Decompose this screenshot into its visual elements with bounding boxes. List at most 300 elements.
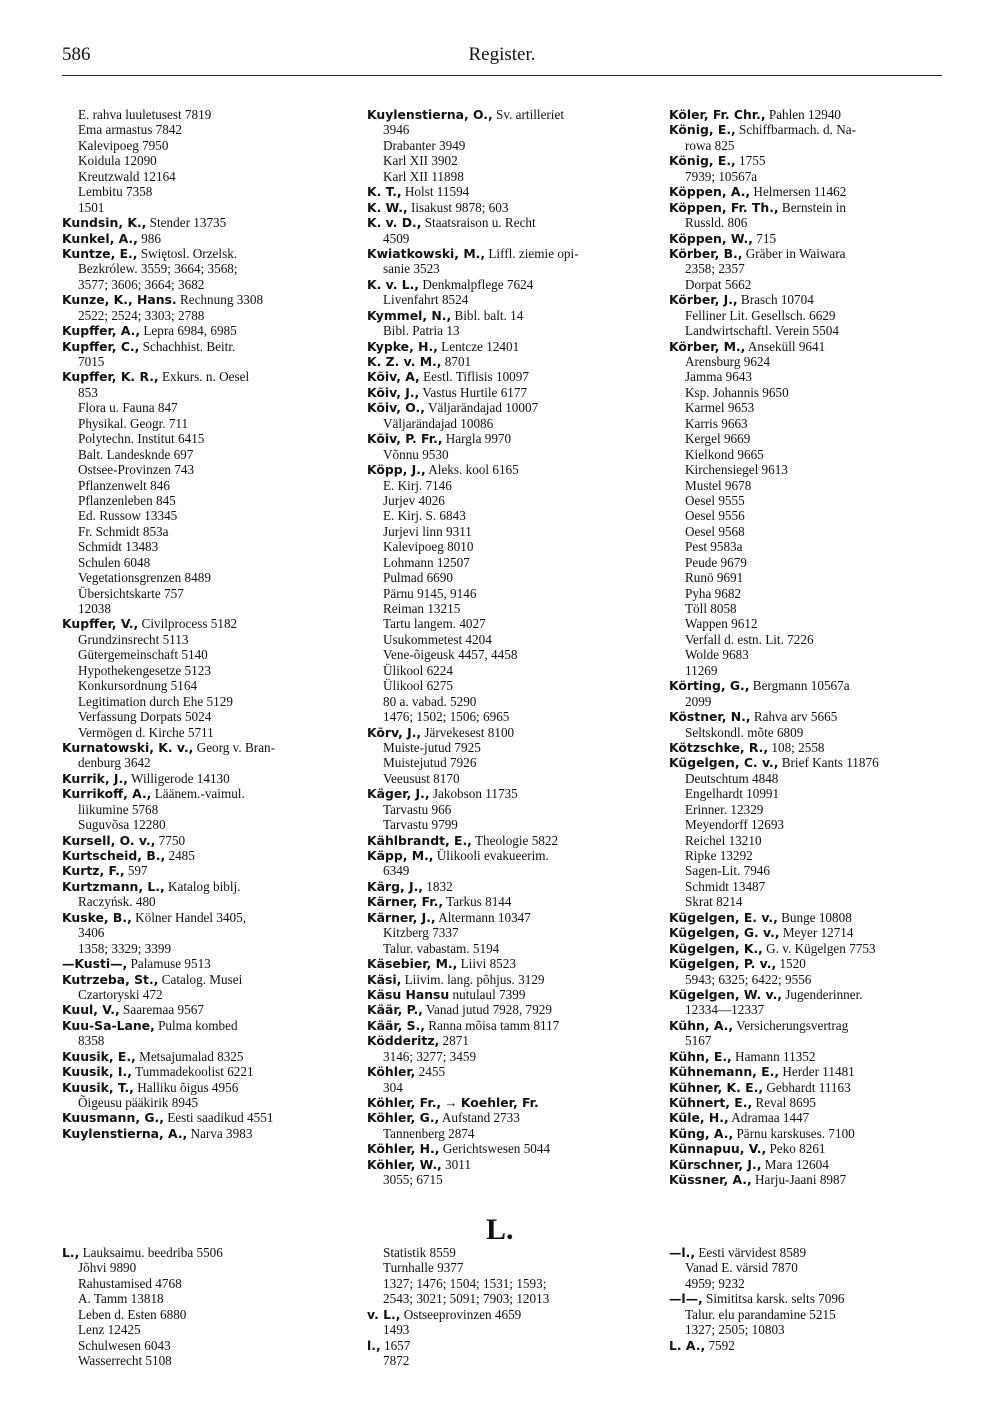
index-subentry (669, 647, 945, 662)
entry-text: Altermann 10347 (435, 909, 531, 925)
index-subentry (62, 586, 342, 601)
entry-text: Seltskondl. mõte 6809 (685, 724, 804, 740)
index-subentry (669, 447, 945, 462)
entry-text: Vanad E. värsid 7870 (685, 1260, 798, 1276)
entry-text: A. Tamm 13818 (78, 1291, 164, 1307)
entry-author: Körber, B., (669, 245, 743, 261)
index-subentry (62, 400, 342, 415)
entry-author: Kühner, K. E., (669, 1079, 764, 1095)
entry-text: Staatsraison u. Recht (421, 215, 536, 231)
entry-text: Meyer 12714 (779, 925, 854, 941)
index-entry (367, 277, 647, 292)
entry-author: Köhler, Fr., (367, 1095, 442, 1110)
entry-author: Kügelgen, W. v., (669, 986, 782, 1002)
entry-author: —Kusti—, (62, 956, 128, 972)
entry-author: L., (62, 1245, 80, 1260)
index-entry (367, 215, 647, 230)
entry-text: 1358; 3329; 3399 (78, 940, 172, 956)
index-subentry (367, 586, 647, 601)
index-subentry (62, 925, 342, 940)
entry-text: 986 (137, 230, 161, 246)
index-subentry (62, 755, 342, 770)
index-subentry (669, 369, 945, 384)
entry-author: Kupffer, K. R., (62, 369, 159, 385)
entry-text: Ostsee-Provinzen 743 (78, 462, 195, 478)
index-entry (669, 941, 945, 956)
entry-text: Rahustamised 4768 (78, 1275, 182, 1291)
entry-author: Kuusmann, G., (62, 1110, 164, 1126)
entry-text: Peko 8261 (766, 1141, 826, 1157)
index-subentry (367, 1172, 647, 1187)
entry-text: Bernstein in (778, 199, 847, 215)
entry-text: Pulmad 6690 (383, 570, 453, 586)
entry-author: Köppen, A., (669, 184, 751, 200)
entry-author: Käsu Hansu (367, 986, 450, 1002)
index-entry (367, 848, 647, 863)
index-entry (367, 246, 647, 261)
index-subentry (62, 447, 342, 462)
index-entry (62, 246, 342, 261)
entry-text: Brasch 10704 (737, 292, 814, 308)
entry-text: Schachhist. Beitr. (139, 338, 236, 354)
entry-text: 1327; 2505; 10803 (685, 1322, 785, 1338)
index-entry (367, 431, 647, 446)
index-subentry (62, 941, 342, 956)
entry-text: 5943; 6325; 6422; 9556 (685, 971, 812, 987)
entry-text: Pflanzenwelt 846 (78, 477, 170, 493)
entry-text: 304 (383, 1079, 403, 1095)
entry-text: Denkmalpflege 7624 (419, 276, 534, 292)
entry-text: Jamma 9643 (685, 369, 753, 385)
index-entry (367, 385, 647, 400)
index-entry (669, 184, 945, 199)
index-entry (62, 1245, 342, 1260)
entry-author: Kõrv, J., (367, 724, 422, 740)
index-subentry (62, 138, 342, 153)
entry-author: Köstner, N., (669, 709, 751, 725)
index-entry (367, 1018, 647, 1033)
index-subentry (367, 138, 647, 153)
entry-text: Raczyńsk. 480 (78, 894, 156, 910)
index-subentry (367, 678, 647, 693)
entry-text: 2522; 2524; 3303; 2788 (78, 307, 205, 323)
index-subentry (367, 508, 647, 523)
index-entry (62, 339, 342, 354)
index-subentry (367, 261, 647, 276)
index-entry (367, 107, 647, 122)
index-entry (669, 910, 945, 925)
index-entry (62, 292, 342, 307)
index-entry (367, 987, 647, 1002)
index-entry (669, 678, 945, 693)
entry-text: Übersichtskarte 757 (78, 585, 184, 601)
index-subentry (62, 632, 342, 647)
index-entry (669, 1157, 945, 1172)
index-subentry (669, 663, 945, 678)
entry-text: Karmel 9653 (685, 400, 755, 416)
entry-text: Schmidt 13483 (78, 539, 159, 555)
index-subentry (62, 169, 342, 184)
entry-text: 3055; 6715 (383, 1172, 443, 1188)
entry-text: Tarvastu 966 (383, 801, 452, 817)
entry-text: Gütergemeinschaft 5140 (78, 647, 208, 663)
entry-text: Liffl. ziemie opi- (485, 245, 579, 261)
entry-text: Ksp. Johannis 9650 (685, 384, 789, 400)
index-subentry (669, 1033, 945, 1048)
index-subentry (62, 431, 342, 446)
index-entry (669, 1080, 945, 1095)
index-subentry (62, 1276, 342, 1291)
entry-text: Hargla 9970 (442, 431, 512, 447)
entry-author: Kursell, O. v., (62, 832, 156, 848)
entry-author: Käger, J., (367, 786, 430, 802)
index-column-2 (367, 107, 647, 1188)
entry-text: Vene-õigeusk 4457, 4458 (383, 647, 518, 663)
index-entry (367, 1338, 647, 1353)
entry-text: 1493 (383, 1322, 410, 1338)
entry-text: 80 a. vabad. 5290 (383, 693, 477, 709)
index-entry (367, 1307, 647, 1322)
entry-text: Järvekesest 8100 (421, 724, 515, 740)
entry-text: Vanad jutud 7928, 7929 (422, 1002, 552, 1018)
index-subentry (669, 323, 945, 338)
index-subentry (669, 539, 945, 554)
index-entry (669, 1064, 945, 1079)
index-subentry (367, 709, 647, 724)
index-entry (62, 833, 342, 848)
entry-text: Runö 9691 (685, 570, 744, 586)
entry-text: Tarkus 8144 (443, 894, 512, 910)
index-subentry (367, 169, 647, 184)
entry-text: Pyha 9682 (685, 585, 742, 601)
entry-text: Palamuse 9513 (127, 956, 211, 972)
index-subentry (62, 478, 342, 493)
entry-author: Körber, M., (669, 338, 746, 354)
entry-text: Willigerode 14130 (127, 770, 230, 786)
index-subentry (62, 817, 342, 832)
entry-text: Ülikooli evakueerim. (433, 848, 549, 863)
entry-text: 2485 (165, 848, 195, 863)
index-subentry (669, 1002, 945, 1017)
entry-text: Bezkrólew. 3559; 3664; 3568; (78, 261, 238, 277)
entry-text: Pulma kombed (154, 1017, 238, 1033)
entry-author: Kuusik, T., (62, 1079, 134, 1095)
index-entry (367, 354, 647, 369)
entry-text: Bergmann 10567a (749, 678, 850, 694)
entry-author: K. T., (367, 184, 402, 200)
entry-text: 12334—12337 (685, 1002, 765, 1018)
entry-author: Kwiatkowski, M., (367, 245, 486, 261)
entry-text: Tartu langem. 4027 (383, 616, 486, 632)
entry-text: Dorpat 5662 (685, 276, 752, 292)
index-subentry (62, 694, 342, 709)
entry-author: König, E., (669, 153, 736, 169)
entry-text: Narva 3983 (187, 1125, 253, 1141)
entry-author: Kügelgen, K., (669, 940, 763, 956)
index-subentry (669, 586, 945, 601)
index-entry (367, 833, 647, 848)
entry-author: Kurrik, J., (62, 770, 128, 786)
index-entry (367, 1095, 647, 1110)
entry-text: Jõhvi 9890 (78, 1260, 137, 1276)
index-entry (367, 400, 647, 415)
entry-author: Kürschner, J., (669, 1156, 762, 1172)
index-subentry (367, 1260, 647, 1275)
index-subentry (669, 385, 945, 400)
entry-text: 2358; 2357 (685, 261, 745, 277)
entry-text: Eesti värvidest 8589 (695, 1245, 807, 1260)
index-subentry (62, 416, 342, 431)
entry-text: Pest 9583a (685, 539, 743, 555)
index-entry (62, 786, 342, 801)
entry-text: Ülikool 6224 (383, 662, 453, 678)
entry-text: Oesel 9568 (685, 523, 745, 539)
index-column-1 (62, 107, 342, 1141)
index-entry (62, 369, 342, 384)
entry-text: Mustel 9678 (685, 477, 752, 493)
entry-text: 1755 (735, 153, 766, 169)
entry-text: 7939; 10567a (685, 168, 758, 184)
index-subentry (367, 122, 647, 137)
index-column-l-1 (62, 1245, 342, 1369)
index-subentry (62, 1307, 342, 1322)
index-entry (367, 184, 647, 199)
entry-text: Verfall d. estn. Lit. 7226 (685, 631, 814, 647)
entry-author: Künnapuu, V., (669, 1141, 767, 1157)
index-subentry (62, 122, 342, 137)
index-subentry (367, 771, 647, 786)
entry-author: Kõiv, P. Fr., (367, 431, 443, 447)
index-subentry (62, 1353, 342, 1368)
entry-author: Kundsin, K., (62, 215, 147, 231)
index-subentry (367, 1245, 647, 1260)
entry-text: Sv. artilleriet (492, 107, 564, 122)
entry-author: Körber, J., (669, 292, 738, 308)
entry-text: 8701 (441, 354, 472, 369)
entry-text: Gräber in Waiwara (742, 245, 846, 261)
index-subentry (62, 678, 342, 693)
entry-author: Kügelgen, C. v., (669, 755, 779, 771)
index-subentry (367, 292, 647, 307)
index-entry (669, 122, 945, 137)
index-subentry (62, 107, 342, 122)
entry-text: Statistik 8559 (383, 1245, 456, 1260)
entry-text: Skrat 8214 (685, 894, 743, 910)
entry-text: Bibl. Patria 13 (383, 323, 460, 339)
entry-text: Kielkond 9665 (685, 446, 764, 462)
entry-text: Mara 12604 (761, 1156, 829, 1172)
entry-text: 1520 (776, 956, 806, 972)
entry-text: Oesel 9556 (685, 508, 745, 524)
entry-text: Lenz 12425 (78, 1322, 141, 1338)
entry-text: Saaremaa 9567 (119, 1002, 204, 1018)
index-entry (367, 956, 647, 971)
entry-text: Tummadekoolist 6221 (131, 1064, 254, 1080)
entry-text: 1657 (380, 1337, 411, 1353)
index-entry (669, 1245, 945, 1260)
entry-text: 1476; 1502; 1506; 6965 (383, 709, 510, 725)
index-subentry (62, 1260, 342, 1275)
entry-text: Flora u. Fauna 847 (78, 400, 178, 416)
entry-text: Metsajumalad 8325 (135, 1048, 244, 1064)
entry-author: Kurrikoff, A., (62, 786, 152, 802)
index-entry (367, 1002, 647, 1017)
index-subentry (367, 416, 647, 431)
entry-text: G. v. Kügelgen 7753 (762, 940, 876, 956)
entry-text: Ema armastus 7842 (78, 122, 183, 138)
index-subentry (62, 153, 342, 168)
entry-text: Polytechn. Institut 6415 (78, 431, 205, 447)
header-rule (62, 75, 942, 76)
entry-text: 3946 (383, 122, 410, 138)
index-subentry (367, 632, 647, 647)
entry-text: Catalog. Musei (158, 971, 243, 987)
entry-author: Kühnert, E., (669, 1095, 753, 1110)
entry-author: K. v. D., (367, 215, 422, 231)
entry-author: Kunkel, A., (62, 230, 138, 246)
index-subentry (62, 1033, 342, 1048)
entry-text: 1832 (423, 878, 453, 894)
entry-text: Bunge 10808 (777, 909, 852, 925)
entry-author: Köhler, H., (367, 1141, 440, 1157)
index-entry (62, 1064, 342, 1079)
entry-text: Rechnung 3308 (176, 292, 264, 308)
entry-text: Karl XII 3902 (383, 153, 458, 169)
entry-text: Lepra 6984, 6985 (140, 323, 237, 339)
index-subentry (62, 1322, 342, 1337)
index-subentry (62, 200, 342, 215)
index-entry (62, 1080, 342, 1095)
entry-text: Eesti saadikud 4551 (163, 1110, 274, 1126)
index-subentry (62, 601, 342, 616)
index-subentry (669, 786, 945, 801)
index-subentry (367, 663, 647, 678)
index-entry (669, 755, 945, 770)
entry-author: Köpp, J., (367, 462, 426, 478)
entry-text: Civilprocess 5182 (138, 616, 238, 632)
entry-author: Ködderitz, (367, 1033, 440, 1049)
entry-text: Konkursordnung 5164 (78, 678, 198, 694)
index-subentry (62, 385, 342, 400)
index-subentry (62, 555, 342, 570)
index-subentry (669, 863, 945, 878)
index-entry (62, 1018, 342, 1033)
entry-author: Körting, G., (669, 678, 750, 694)
index-entry (367, 1033, 647, 1048)
entry-author: Köhler, G., (367, 1110, 440, 1126)
entry-text: 715 (752, 230, 777, 246)
entry-text: Lohmann 12507 (383, 554, 470, 570)
index-subentry (62, 987, 342, 1002)
entry-author: Köhler, (367, 1064, 416, 1080)
entry-text: Eestl. Tiflisis 10097 (419, 369, 529, 385)
index-subentry (367, 1353, 647, 1368)
entry-crossref: Koehler, Fr. (460, 1095, 539, 1110)
entry-text: Ed. Russow 13345 (78, 508, 178, 524)
index-entry (62, 616, 342, 631)
index-subentry (669, 632, 945, 647)
entry-author: Köppen, W., (669, 230, 753, 246)
entry-text: Lauksaimu. beedriba 5506 (79, 1245, 223, 1260)
entry-text: Holst 11594 (401, 184, 470, 200)
entry-text: Czartoryski 472 (78, 986, 163, 1002)
entry-text: Stender 13735 (146, 215, 227, 231)
entry-text: Versicherungsvertrag (733, 1017, 849, 1033)
index-entry (669, 1110, 945, 1125)
entry-text: Livenfahrt 8524 (383, 292, 469, 308)
index-entry (669, 107, 945, 122)
entry-author: Kärner, J., (367, 909, 436, 925)
index-subentry (669, 802, 945, 817)
entry-text: 6349 (383, 863, 410, 879)
entry-author: Kühn, E., (669, 1048, 732, 1064)
entry-text: Hamann 11352 (731, 1048, 816, 1064)
entry-text: Vermögen d. Kirche 5711 (78, 724, 214, 740)
entry-author: Kutrzeba, St., (62, 971, 159, 987)
index-subentry (669, 848, 945, 863)
entry-text: Russld. 806 (685, 215, 748, 231)
entry-text: Gebhardt 11163 (763, 1079, 851, 1095)
entry-text: Sagen-Lit. 7946 (685, 863, 770, 879)
index-subentry (367, 925, 647, 940)
index-entry (367, 972, 647, 987)
entry-text: Vastus Hurtile 6177 (419, 384, 528, 400)
index-entry (669, 987, 945, 1002)
index-subentry (367, 647, 647, 662)
entry-text: Õigeusu pääkirik 8945 (78, 1095, 199, 1110)
entry-author: Kuntze, E., (62, 245, 138, 261)
entry-author: v. L., (367, 1306, 401, 1322)
index-entry (669, 1141, 945, 1156)
index-entry (367, 462, 647, 477)
entry-text: Iisakust 9878; 603 (407, 199, 509, 215)
entry-author: Kurtzmann, L., (62, 878, 165, 894)
index-subentry (62, 1095, 342, 1110)
entry-text: Võnnu 9530 (383, 446, 449, 462)
index-subentry (367, 1080, 647, 1095)
entry-text: Schmidt 13487 (685, 878, 766, 894)
index-entry (669, 246, 945, 261)
entry-text: Kergel 9669 (685, 431, 751, 447)
entry-text: Väljarändajad 10007 (424, 400, 539, 416)
entry-text: Muiste-jutud 7925 (383, 739, 481, 755)
entry-text: Liivi 8523 (457, 956, 516, 972)
entry-text: Pflanzenleben 845 (78, 492, 176, 508)
index-subentry (669, 570, 945, 585)
index-entry (62, 1110, 342, 1125)
index-subentry (62, 570, 342, 585)
entry-author: Kühn, A., (669, 1017, 734, 1033)
entry-text: E. rahva luuletusest 7819 (78, 107, 212, 122)
entry-text: Väljarändajad 10086 (383, 415, 494, 431)
entry-text: 2543; 3021; 5091; 7903; 12013 (383, 1291, 550, 1307)
index-entry (669, 956, 945, 971)
entry-text: 4509 (383, 230, 410, 246)
entry-text: Jurjev 4026 (383, 492, 445, 508)
entry-text: Exkurs. n. Oesel (158, 369, 250, 385)
index-entry (62, 848, 342, 863)
entry-text: → (441, 1095, 461, 1110)
entry-text: Balt. Landesknde 697 (78, 446, 194, 462)
index-entry (62, 956, 342, 971)
entry-text: 3406 (78, 925, 105, 941)
index-entry (669, 200, 945, 215)
entry-author: Kuusik, I., (62, 1064, 132, 1080)
entry-text: Töll 8058 (685, 601, 737, 616)
index-entry (62, 910, 342, 925)
entry-author: Kuu-Sa-Lane, (62, 1017, 155, 1033)
index-subentry (669, 817, 945, 832)
